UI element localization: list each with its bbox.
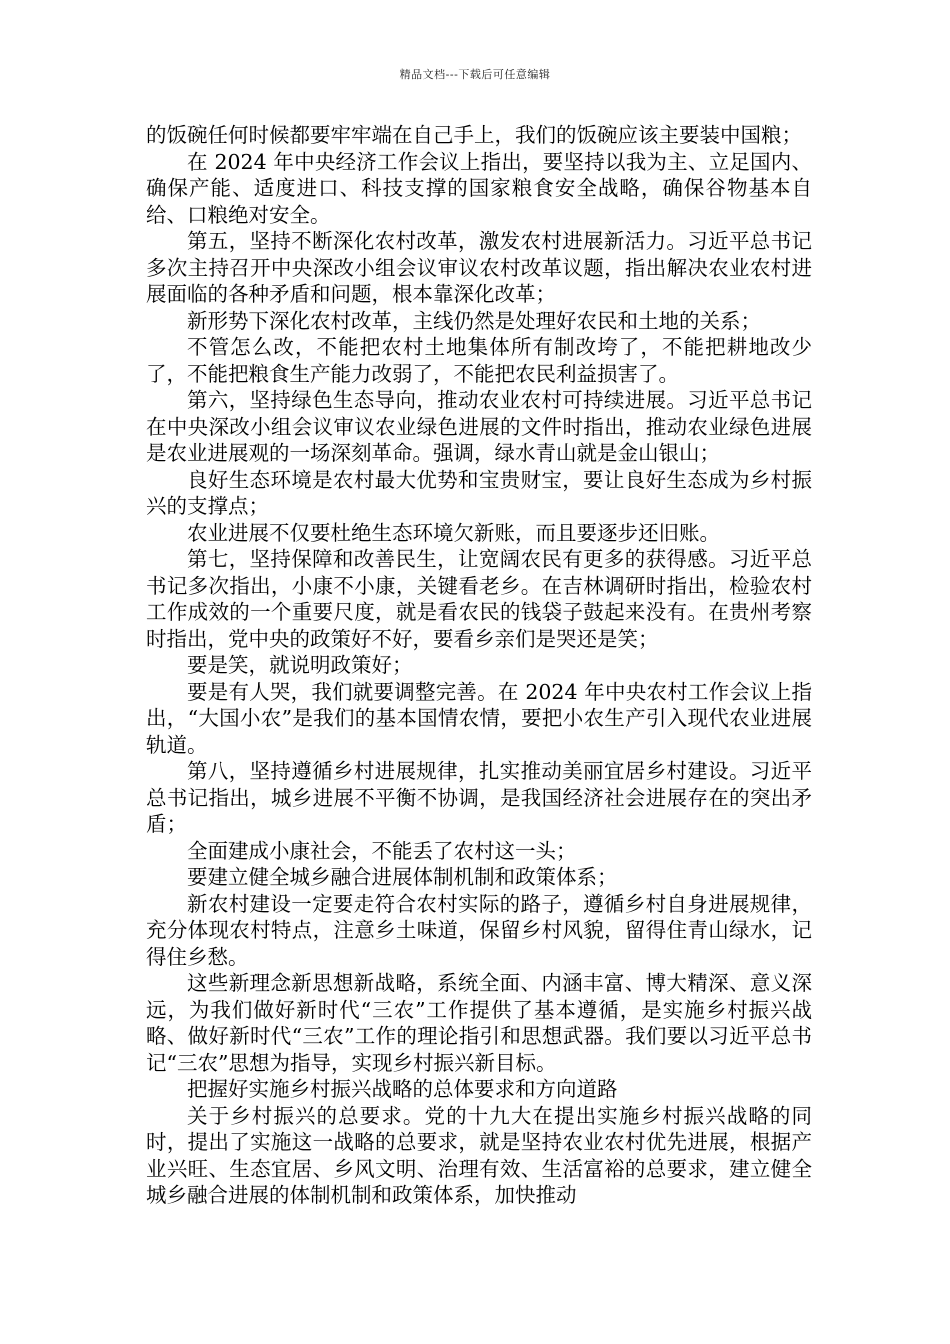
paragraph: 全面建成小康社会，不能丢了农村这一头； [187,838,577,863]
paragraph: 这些新理念新思想新战略，系统全面、内涵丰富、博大精深、意义深远，为我们做好新时代“三农”工作提供了基本遵循，是实施乡村振兴战略、做好新时代“三农”工作的理论指引和思想武器。我们要以习近平总书记“三农”思想为指导，实现乡村振兴新目标。 [146,971,812,1075]
paragraph: 农业进展不仅要杜绝生态环境欠新账，而且要逐步还旧账。 [187,520,720,545]
paragraph: 第五，坚持不断深化农村改革，激发农村进展新活力。习近平总书记多次主持召开中央深改小组会议审议农村改革议题，指出解决农业农村进展面临的各种矛盾和问题，根本靠深化改革； [146,229,812,306]
paragraph: 在 2024 年中央经济工作会议上指出，要坚持以我为主、立足国内、确保产能、适度进口、科技支撑的国家粮食安全战略，确保谷物基本自给、口粮绝对安全。 [146,149,812,227]
page-header: 精品文档---下载后可任意编辑 [399,68,551,81]
paragraph: 要建立健全城乡融合进展体制机制和政策体系； [187,865,618,889]
paragraph: 第六，坚持绿色生态导向，推动农业农村可持续进展。习近平总书记在中央深改小组会议审议农业绿色进展的文件时指出，推动农业绿色进展是农业进展观的一场深刻革命。强调，绿水青山就是金山银山； [146,388,812,465]
paragraph: 第七，坚持保障和改善民生，让宽阔农民有更多的获得感。习近平总书记多次指出，小康不小康，关键看老乡。在吉林调研时指出，检验农村工作成效的一个重要尺度，就是看农民的钱袋子鼓起来没有。在贵州考察时指出，党中央的政策好不好，要看乡亲们是哭还是笑； [146,547,812,651]
paragraph: 良好生态环境是农村最大优势和宝贵财宝，要让良好生态成为乡村振兴的支撑点； [146,467,812,518]
paragraph: 的饭碗任何时候都要牢牢端在自己手上，我们的饭碗应该主要装中国粮； [146,123,802,147]
section-heading: 把握好实施乡村振兴战略的总体要求和方向道路 [187,1077,618,1101]
paragraph: 要是有人哭，我们就要调整完善。在 2024 年中央农村工作会议上指出，“大国小农”是我们的基本国情农情，要把小农生产引入现代农业进展轨道。 [146,679,812,757]
paragraph: 关于乡村振兴的总要求。党的十九大在提出实施乡村振兴战略的同时，提出了实施这一战略的总要求，就是坚持农业农村优先进展，根据产业兴旺、生态宜居、乡风文明、治理有效、生活富裕的总要求，建立健全城乡融合进展的体制机制和政策体系，加快推动 [146,1103,812,1207]
paragraph: 第八，坚持遵循乡村进展规律，扎实推动美丽宜居乡村建设。习近平总书记指出，城乡进展不平衡不协调，是我国经济社会进展存在的突出矛盾； [146,759,812,836]
paragraph: 新农村建设一定要走符合农村实际的路子，遵循乡村自身进展规律，充分体现农村特点，注意乡土味道，保留乡村风貌，留得住青山绿水，记得住乡愁。 [146,891,812,969]
document-body [146,122,812,1209]
paragraph: 要是笑，就说明政策好； [187,653,413,677]
paragraph: 不管怎么改，不能把农村土地集体所有制改垮了，不能把耕地改少了，不能把粮食生产能力改弱了，不能把农民利益损害了。 [146,335,812,386]
paragraph: 新形势下深化农村改革，主线仍然是处理好农民和土地的关系； [187,308,761,333]
